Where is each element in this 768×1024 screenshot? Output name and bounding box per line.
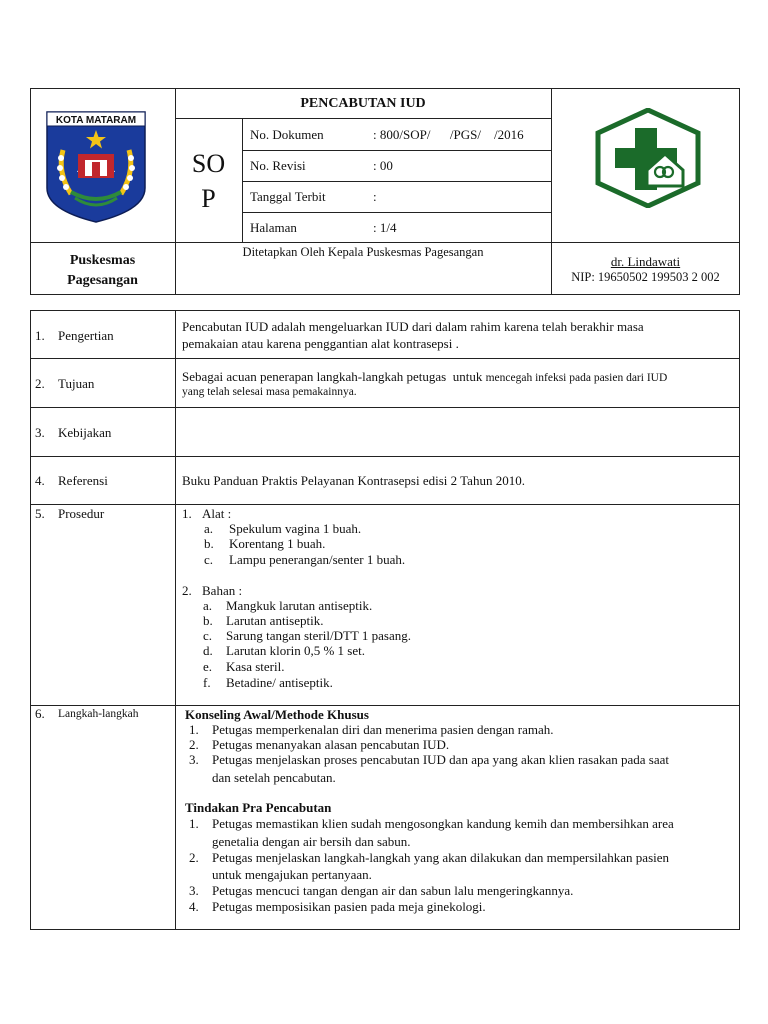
alat-number: 1.	[182, 506, 192, 521]
section-label-pengertian: Pengertian	[58, 328, 114, 343]
bahan-marker: f.	[203, 675, 211, 690]
field-label-no-revisi: No. Revisi	[250, 158, 306, 173]
section-label-tujuan: Tujuan	[58, 376, 95, 391]
bahan-item: Larutan klorin 0,5 % 1 set.	[226, 643, 365, 658]
step-text: Petugas mencuci tangan dengan air dan sabun lalu mengeringkannya.	[212, 883, 574, 898]
alat-heading: Alat :	[202, 506, 232, 521]
bahan-number: 2.	[182, 583, 192, 598]
step-text-cont: untuk mengajukan pertanyaan.	[212, 867, 372, 882]
bahan-item: Kasa steril.	[226, 659, 285, 674]
divider	[30, 705, 740, 706]
divider	[175, 118, 551, 119]
field-value-no-dokumen: : 800/SOP/ /PGS/ /2016	[373, 127, 524, 142]
logo-text: KOTA MATARAM	[55, 115, 137, 126]
section-label-referensi: Referensi	[58, 473, 108, 488]
tujuan-text-line1b: mencegah infeksi pada pasien dari IUD	[485, 372, 668, 384]
tujuan-text-line1	[182, 369, 667, 386]
divider	[242, 212, 551, 213]
page-title: PENCABUTAN IUD	[300, 96, 426, 111]
pengertian-text-line2: pemakaian atau karena penggantian alat kontrasepsi .	[182, 336, 459, 351]
alat-item: Lampu penerangan/senter 1 buah.	[229, 552, 406, 567]
bahan-marker: b.	[203, 613, 213, 628]
ditetapkan-oleh: Ditetapkan Oleh Kepala Puskesmas Pagesangan	[242, 245, 484, 259]
step-marker: 1.	[189, 722, 199, 737]
puskesmas-logo	[595, 108, 701, 208]
step-text: Petugas menjelaskan proses pencabutan IUD dan apa yang akan klien rasakan pada saat	[212, 752, 669, 767]
field-value-tanggal-terbit: :	[373, 189, 377, 204]
bahan-item: Mangkuk larutan antiseptik.	[226, 598, 373, 613]
tujuan-text-line1a: Sebagai acuan penerapan langkah-langkah petugas untuk	[182, 369, 486, 384]
step-marker: 2.	[189, 850, 199, 865]
signer-name: dr. Lindawati	[610, 254, 681, 269]
divider	[242, 181, 551, 182]
step-marker: 2.	[189, 737, 199, 752]
step-marker: 4.	[189, 899, 199, 914]
field-value-halaman: : 1/4	[373, 220, 397, 235]
section-label-prosedur: Prosedur	[58, 506, 105, 521]
step-marker: 1.	[189, 816, 199, 831]
step-text: Petugas memastikan klien sudah mengosongkan kandung kemih dan membersihkan area	[212, 816, 674, 831]
section-number: 2.	[35, 376, 45, 391]
step-text-cont: genetalia dengan air bersih dan sabun.	[212, 834, 411, 849]
sop-label-line2: P	[201, 184, 216, 213]
bahan-marker: e.	[203, 659, 213, 674]
divider	[30, 456, 740, 457]
section-number: 6.	[35, 706, 45, 721]
step-marker: 3.	[189, 883, 199, 898]
bahan-item: Larutan antiseptik.	[226, 613, 324, 628]
bahan-item: Betadine/ antiseptik.	[226, 675, 333, 690]
field-label-no-dokumen: No. Dokumen	[250, 127, 324, 142]
divider	[30, 504, 740, 505]
step-text-cont: dan setelah pencabutan.	[212, 770, 336, 785]
referensi-text: Buku Panduan Praktis Pelayanan Kontrasepsi edisi 2 Tahun 2010.	[182, 473, 525, 488]
section-number: 3.	[35, 425, 45, 440]
step-text: Petugas memperkenalan diri dan menerima pasien dengan ramah.	[212, 722, 554, 737]
alat-item: Spekulum vagina 1 buah.	[229, 521, 362, 536]
divider	[175, 310, 176, 930]
bahan-marker: c.	[203, 628, 213, 643]
divider	[30, 242, 740, 243]
bahan-item: Sarung tangan steril/DTT 1 pasang.	[226, 628, 411, 643]
alat-item: Korentang 1 buah.	[229, 536, 326, 551]
section-number: 1.	[35, 328, 45, 343]
field-label-halaman: Halaman	[250, 220, 297, 235]
step-text: Petugas menanyakan alasan pencabutan IUD.	[212, 737, 450, 752]
section-label-langkah: Langkah-langkah	[58, 708, 139, 720]
bahan-marker: d.	[203, 643, 213, 658]
section-label-kebijakan: Kebijakan	[58, 425, 112, 440]
subheading-pra-pencabutan: Tindakan Pra Pencabutan	[185, 800, 332, 815]
kota-mataram-logo	[45, 110, 147, 224]
alat-marker: c.	[204, 552, 214, 567]
section-number: 4.	[35, 473, 45, 488]
field-value-no-revisi: : 00	[373, 158, 393, 173]
sop-label-line1: SO	[191, 149, 226, 178]
divider	[30, 358, 740, 359]
org-name-line2: Pagesangan	[67, 273, 138, 288]
bahan-marker: a.	[203, 598, 213, 613]
divider	[30, 407, 740, 408]
subheading-konseling: Konseling Awal/Methode Khusus	[185, 707, 369, 722]
tujuan-text-line2: yang telah selesai masa pemakainnya.	[182, 386, 357, 398]
section-number: 5.	[35, 506, 45, 521]
alat-marker: b.	[204, 536, 214, 551]
step-marker: 3.	[189, 752, 199, 767]
bahan-heading: Bahan :	[202, 583, 243, 598]
signer-nip: NIP: 19650502 199503 2 002	[571, 270, 720, 284]
step-text: Petugas memposisikan pasien pada meja ginekologi.	[212, 899, 486, 914]
divider	[242, 150, 551, 151]
pengertian-text-line1: Pencabutan IUD adalah mengeluarkan IUD dari dalam rahim karena telah berakhir masa	[182, 319, 644, 334]
step-text: Petugas menjelaskan langkah-langkah yang akan dilakukan dan mempersilahkan pasien	[212, 850, 670, 865]
divider	[242, 118, 243, 242]
field-label-tanggal-terbit: Tanggal Terbit	[250, 189, 326, 204]
org-name-line1: Puskesmas	[69, 253, 136, 268]
alat-marker: a.	[204, 521, 214, 536]
